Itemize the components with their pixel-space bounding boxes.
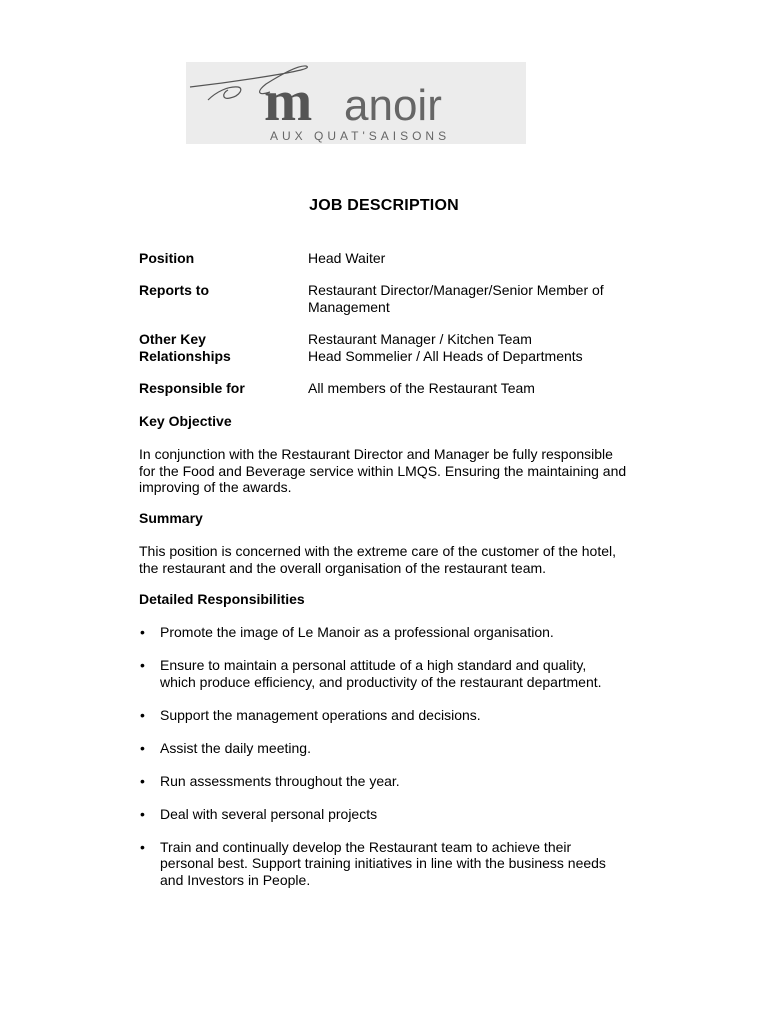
logo-tagline: AUX QUAT'SAISONS [270, 129, 451, 143]
responsible-for-label: Responsible for [139, 380, 245, 396]
responsibility-text: Assist the daily meeting. [160, 739, 311, 756]
responsibility-item [139, 624, 620, 641]
page-title: JOB DESCRIPTION [309, 197, 459, 214]
responsibility-text: Deal with several personal projects [160, 805, 378, 822]
bullet: • [140, 805, 145, 822]
bullet: • [140, 624, 145, 640]
responsibility-text: Promote the image of Le Manoir as a professional organisation. [160, 624, 554, 640]
responsibility-item [139, 806, 620, 823]
bullet: • [140, 739, 145, 756]
key-objective-heading: Key Objective [139, 413, 232, 429]
responsibility-text: Run assessments throughout the year. [160, 772, 400, 789]
bullet: • [140, 772, 145, 789]
position-value: Head Waiter [308, 250, 386, 266]
bullet: • [140, 657, 145, 673]
detailed-responsibilities-heading: Detailed Responsibilities [139, 591, 305, 607]
relationship-line-2: Head Sommelier / All Heads of Departments [308, 347, 583, 364]
reports-to-value: Restaurant Director/Manager/Senior Member of Management [308, 282, 604, 315]
reports-to-label: Reports to [139, 282, 209, 298]
responsibility-text: Train and continually develop the Restaurant team to achieve their personal best. Support training initiatives in line with the business needs and Investors in People. [160, 838, 606, 888]
responsibility-item [139, 707, 620, 724]
logo-wordmark-m: m [264, 68, 313, 133]
other-key-relationships-label: Other Key Relationships [139, 331, 231, 364]
responsibility-item [139, 740, 620, 757]
logo-wordmark-rest: anoir [344, 81, 442, 130]
other-key-relationships-value [308, 331, 628, 364]
summary-heading: Summary [139, 510, 203, 526]
responsibility-item [139, 839, 620, 889]
responsibility-item [139, 657, 620, 690]
bullet: • [140, 838, 145, 855]
responsible-for-value: All members of the Restaurant Team [308, 380, 535, 396]
responsibility-item [139, 773, 620, 790]
bullet: • [140, 706, 145, 723]
le-manoir-logo [186, 62, 526, 144]
responsibility-text: Support the management operations and decisions. [160, 706, 481, 723]
responsibilities-list [139, 624, 639, 905]
relationship-line-1: Restaurant Manager / Kitchen Team [308, 331, 532, 347]
responsibility-text: Ensure to maintain a personal attitude of a high standard and quality, which produce efficiency, and productivity of the restaurant department. [160, 657, 602, 690]
position-label: Position [139, 250, 195, 266]
summary-text: This position is concerned with the extreme care of the customer of the hotel, the restaurant and the overall organisation of the restaurant team. [139, 543, 617, 576]
key-objective-text: In conjunction with the Restaurant Director and Manager be fully responsible for the Food and Beverage service within LMQS. Ensuring the maintaining and improving of the awards. [139, 446, 627, 495]
